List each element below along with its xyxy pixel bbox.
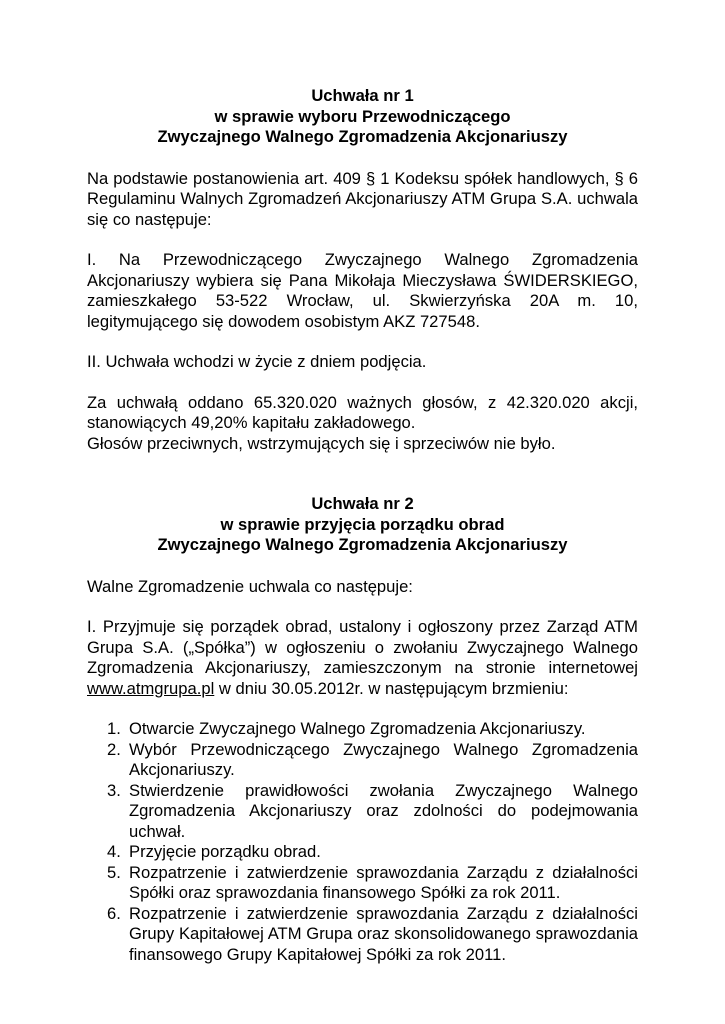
agenda-list	[87, 719, 638, 965]
agenda-item	[87, 719, 638, 740]
agenda-item-number: 5.	[107, 862, 121, 882]
resolution-1-basis: Na podstawie postanowienia art. 409 § 1 Kodeksu spółek handlowych, § 6 Regulaminu Walnych Zgromadzeń Akcjonariuszy ATM Grupa S.A. uchwala się co następuje:	[87, 168, 638, 229]
agenda-item	[87, 740, 638, 781]
resolution-2-title	[87, 494, 638, 556]
agenda-item-text: Stwierdzenie prawidłowości zwołania Zwyczajnego Walnego Zgromadzenia Akcjonariuszy oraz zdolności do podejmowania uchwał.	[129, 780, 638, 841]
resolution-1-title-line: Uchwała nr 1	[311, 86, 414, 105]
agenda-item	[87, 904, 638, 966]
agenda-item	[87, 863, 638, 904]
agenda-item	[87, 781, 638, 843]
agenda-item-number: 1.	[107, 719, 121, 738]
resolution-2-title-line: Zwyczajnego Walnego Zgromadzenia Akcjonariuszy	[157, 535, 568, 554]
agenda-item-text: Otwarcie Zwyczajnego Walnego Zgromadzenia Akcjonariuszy.	[129, 719, 586, 738]
resolution-1-point-1: I. Na Przewodniczącego Zwyczajnego Walnego Zgromadzenia Akcjonariuszy wybiera się Pana Mikołaja Mieczysława ŚWIDERSKIEGO, zamieszkałego 53-522 Wrocław, ul. Skwierzyńska 20A m. 10, legitymującego się dowodem osobistym AKZ 727548.	[87, 250, 638, 331]
website-link[interactable]: www.atmgrupa.pl	[87, 678, 215, 698]
resolution-2-point-1-text: I. Przyjmuje się porządek obrad, ustalony i ogłoszony przez Zarząd ATM Grupa S.A. („Spółka”) w ogłoszeniu o zwołaniu Zwyczajnego Walnego Zgromadzenia Akcjonariuszy, zamieszczonym na stronie internetowej	[87, 617, 638, 677]
agenda-item	[87, 842, 638, 863]
agenda-item-number: 4.	[107, 842, 121, 861]
agenda-item-text: Przyjęcie porządku obrad.	[129, 842, 321, 861]
agenda-item-text: Rozpatrzenie i zatwierdzenie sprawozdania Zarządu z działalności Grupy Kapitałowej ATM Grupa oraz skonsolidowanego sprawozdania finansowego Grupy Kapitałowej Spółki za rok 2011.	[129, 903, 638, 964]
resolution-2-title-line: Uchwała nr 2	[311, 494, 414, 513]
agenda-item-number: 6.	[107, 903, 121, 923]
vote-count-text: Za uchwałą oddano 65.320.020 ważnych głosów, z 42.320.020 akcji, stanowiących 49,20% kapitału zakładowego.	[87, 392, 638, 432]
resolution-1-title-line: w sprawie wyboru Przewodniczącego	[214, 106, 511, 126]
resolution-2-intro: Walne Zgromadzenie uchwala co następuje:	[87, 576, 413, 596]
document-page	[87, 86, 638, 965]
agenda-item-text: Rozpatrzenie i zatwierdzenie sprawozdania Zarządu z działalności Spółki oraz sprawozdania finansowego Spółki za rok 2011.	[129, 862, 638, 902]
resolution-1-title-line: Zwyczajnego Walnego Zgromadzenia Akcjonariuszy	[157, 127, 568, 146]
resolution-2-title-line: w sprawie przyjęcia porządku obrad	[220, 514, 505, 534]
agenda-item-text: Wybór Przewodniczącego Zwyczajnego Walnego Zgromadzenia Akcjonariuszy.	[129, 739, 638, 779]
agenda-item-number: 2.	[107, 739, 121, 759]
resolution-1-title	[87, 86, 638, 148]
resolution-1-vote-result	[87, 393, 638, 455]
resolution-2-point-1-text-end: w dniu 30.05.2012r. w następującym brzmieniu:	[214, 678, 569, 698]
resolution-1-point-2: II. Uchwała wchodzi w życie z dniem podjęcia.	[87, 352, 427, 371]
resolution-2-point-1	[87, 617, 638, 699]
agenda-item-number: 3.	[107, 780, 121, 800]
vote-objections-text: Głosów przeciwnych, wstrzymujących się i sprzeciwów nie było.	[87, 433, 556, 453]
